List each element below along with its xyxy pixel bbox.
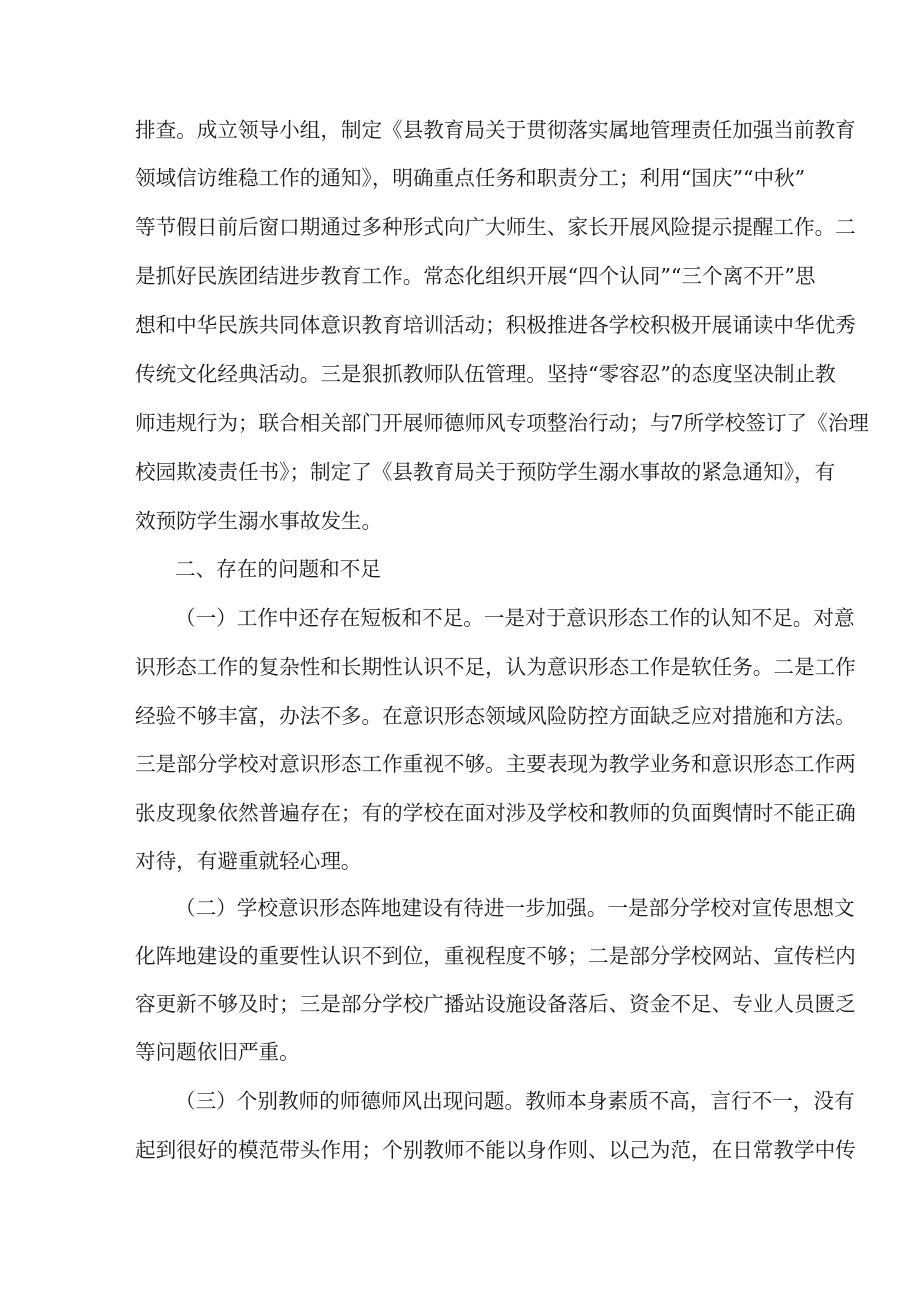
text-line: 容更新不够及时；三是部分学校广播站设施设备落后、资金不足、专业人员匮乏 — [135, 992, 856, 1016]
text-line: 张皮现象依然普遍存在；有的学校在面对涉及学校和教师的负面舆情时不能正确 — [135, 801, 856, 825]
text-line: 想和中华民族共同体意识教育培训活动；积极推进各学校积极开展诵读中华优秀 — [135, 313, 856, 337]
text-line: 经验不够丰富，办法不多。在意识形态领域风险防控方面缺乏应对措施和方法。 — [135, 704, 856, 728]
text-line: （一）工作中还存在短板和不足。一是对于意识形态工作的认知不足。对意 — [175, 606, 855, 630]
text-line: （三）个别教师的师德师风出现问题。教师本身素质不高，言行不一，没有 — [175, 1089, 855, 1113]
text-line: 领域信访维稳工作的通知》，明确重点任务和职责分工；利用“国庆”“中秋” — [135, 166, 806, 190]
text-line: 起到很好的模范带头作用；个别教师不能以身作则、以己为范，在日常教学中传 — [135, 1138, 856, 1162]
text-line: 对待，有避重就轻心理。 — [135, 849, 362, 873]
text-line: 识形态工作的复杂性和长期性认识不足，认为意识形态工作是软任务。二是工作 — [135, 655, 856, 679]
text-line: 效预防学生溺水事故发生。 — [135, 509, 383, 533]
text-line: 排查。成立领导小组，制定《县教育局关于贯彻落实属地管理责任加强当前教育 — [135, 118, 856, 142]
text-line: 化阵地建设的重要性认识不到位，重视程度不够；二是部分学校网站、宣传栏内 — [135, 944, 856, 968]
text-line: 等节假日前后窗口期通过多种形式向广大师生、家长开展风险提示提醒工作。二 — [135, 215, 856, 239]
text-line: 三是部分学校对意识形态工作重视不够。主要表现为教学业务和意识形态工作两 — [135, 752, 856, 776]
section-heading: 二、存在的问题和不足 — [175, 557, 381, 581]
text-line: 是抓好民族团结进步教育工作。常态化组织开展“四个认同”“三个离不开”思 — [135, 264, 816, 288]
text-line: 传统文化经典活动。三是狠抓教师队伍管理。坚持“零容忍”的态度坚决制止教 — [135, 362, 836, 386]
text-line: 等问题依旧严重。 — [135, 1040, 300, 1064]
text-line: 校园欺凌责任书》；制定了《县教育局关于预防学生溺水事故的紧急通知》，有 — [135, 460, 836, 484]
text-line: （二）学校意识形态阵地建设有待进一步加强。一是部分学校对宣传思想文 — [175, 896, 855, 920]
text-line: 师违规行为；联合相关部门开展师德师风专项整治行动；与7所学校签订了《治理 — [135, 411, 869, 435]
